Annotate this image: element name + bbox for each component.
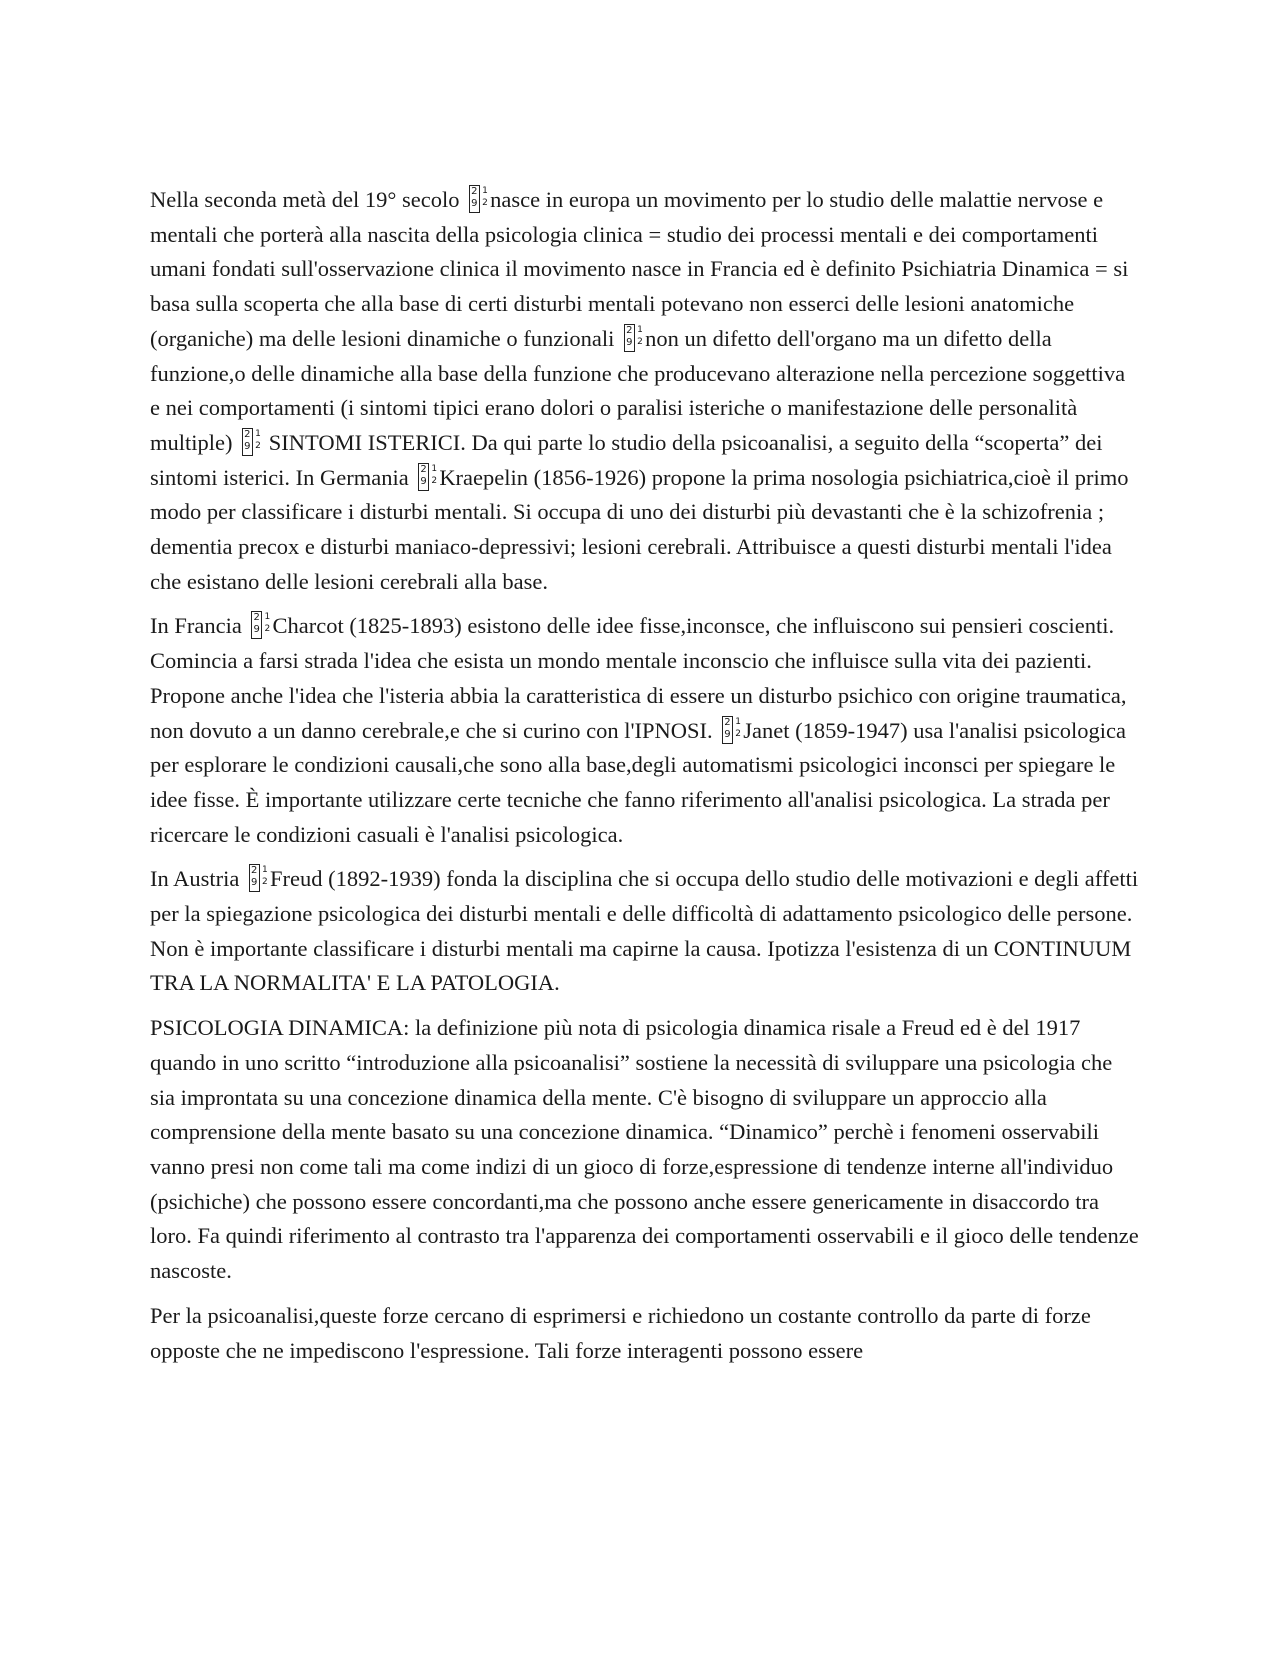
- missing-glyph-icon: 2 9 1 2: [722, 716, 733, 744]
- paragraph-4: [150, 1011, 1140, 1289]
- text-run: In Austria: [150, 866, 245, 892]
- text-run: nasce in europa un movimento per lo studio delle malattie nervose e mentali che porterà alla nascita della psicologia clinica = studio dei processi mentali e dei comportamenti umani fondati sull'osservazione clinica il movimento nasce in Francia ed è definito Psichiatria Dinamica = si basa sulla scoperta che alla base di certi disturbi mentali potevano non esserci delle lesioni anatomiche (organiche) ma delle lesioni dinamiche o funzionali: [150, 187, 1129, 351]
- text-run: Kraepelin (1856-1926) propone la prima nosologia psichiatrica,cioè il primo modo per classificare i disturbi mentali. Si occupa di uno dei disturbi più devastanti che è la schizofrenia ; dementia precox e disturbi maniaco-depressivi; lesioni cerebrali. Attribuisce a questi disturbi mentali l'idea che esistano delle lesioni cerebrali alla base.: [150, 464, 1129, 594]
- text-run: Freud (1892-1939) fonda la disciplina che si occupa dello studio delle motivazioni e degli affetti per la spiegazione psicologica dei disturbi mentali e delle difficoltà di adattamento psicologico delle persone. Non è importante classificare i disturbi mentali ma capirne la causa. Ipotizza l'esistenza di un CONTINUUM TRA LA NORMALITA' E LA PATOLOGIA.: [150, 866, 1139, 996]
- text-run: Nella seconda metà del 19° secolo: [150, 187, 466, 212]
- text-run: Per la psicoanalisi,queste forze cercano di esprimersi e richiedono un costante controllo da parte di forze opposte che ne impediscono l'espressione. Tali forze interagenti possono essere: [150, 1302, 1091, 1363]
- text-run: non un difetto dell'organo ma un difetto della funzione,o delle dinamiche alla base della funzione che producevano alterazione nella percezione soggettiva e nei comportamenti (i sintomi tipici erano dolori o paralisi isteriche o manifestazione delle personalità multiple): [150, 325, 1126, 455]
- text-run: Charcot (1825-1893) esistono delle idee fisse,inconsce, che influiscono sui pensieri coscienti. Comincia a farsi strada l'idea che esista un mondo mentale inconscio che influisce sulla vita dei pazienti. Propone anche l'idea che l'isteria abbia la caratteristica di essere un disturbo psichico con origine traumatica, non dovuto a un danno cerebrale,e che si curino con l'IPNOSI.: [150, 613, 1127, 743]
- missing-glyph-icon: 2 9 1 2: [251, 611, 262, 639]
- paragraph-2: [150, 609, 1140, 852]
- missing-glyph-icon: 2 9 1 2: [249, 864, 260, 892]
- text-run: In Francia: [150, 613, 248, 639]
- paragraph-1: [150, 183, 1140, 599]
- paragraph-5: [150, 1299, 1140, 1368]
- missing-glyph-icon: 2 9 1 2: [469, 185, 480, 213]
- document-body: [150, 183, 1140, 1378]
- text-run: Janet (1859-1947) usa l'analisi psicologica per esplorare le condizioni causali,che sono alla base,degli automatismi psicologici inconsci per spiegare le idee fisse. È importante utilizzare certe tecniche che fanno riferimento all'analisi psicologica. La strada per ricercare le condizioni casuali è l'analisi psicologica.: [150, 717, 1126, 847]
- missing-glyph-icon: 2 9 1 2: [624, 324, 635, 352]
- text-run: SINTOMI ISTERICI. Da qui parte lo studio della psicoanalisi, a seguito della “scoperta” dei sintomi isterici. In Germania: [150, 429, 1103, 490]
- missing-glyph-icon: 2 9 1 2: [418, 463, 429, 491]
- missing-glyph-icon: 2 9 1 2: [242, 428, 253, 456]
- text-run: PSICOLOGIA DINAMICA: la definizione più nota di psicologia dinamica risale a Freud ed è del 1917 quando in uno scritto “introduzione alla psicoanalisi” sostiene la necessità di sviluppare una psicologia che sia improntata su una concezione dinamica della mente. C'è bisogno di sviluppare un approccio alla comprensione della mente basato su una concezione dinamica. “Dinamico” perchè i fenomeni osservabili vanno presi non come tali ma come indizi di un gioco di forze,espressione di tendenze interne all'individuo (psichiche) che possono essere concordanti,ma che possono anche essere genericamente in disaccordo tra loro. Fa quindi riferimento al contrasto tra l'apparenza dei comportamenti osservabili e il gioco delle tendenze nascoste.: [150, 1015, 1139, 1284]
- paragraph-3: [150, 862, 1140, 1001]
